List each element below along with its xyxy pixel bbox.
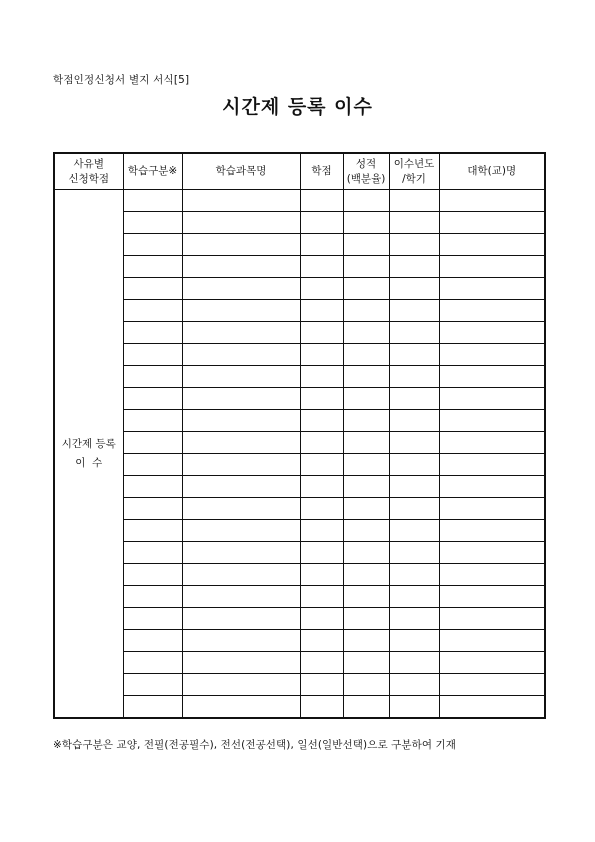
registration-table xyxy=(53,152,546,719)
school-name-cell[interactable] xyxy=(439,608,545,630)
completion-year-cell[interactable] xyxy=(389,190,439,212)
course-name-cell[interactable] xyxy=(182,586,300,608)
grade-cell[interactable] xyxy=(343,696,389,719)
credits-cell[interactable] xyxy=(300,234,343,256)
learning-type-cell[interactable] xyxy=(123,432,182,454)
learning-type-cell[interactable] xyxy=(123,410,182,432)
learning-type-cell[interactable] xyxy=(123,476,182,498)
course-name-cell[interactable] xyxy=(182,212,300,234)
completion-year-cell[interactable] xyxy=(389,520,439,542)
completion-year-cell[interactable] xyxy=(389,564,439,586)
header-category xyxy=(54,153,123,190)
school-name-cell[interactable] xyxy=(439,432,545,454)
table-row xyxy=(54,300,545,322)
grade-cell[interactable] xyxy=(343,322,389,344)
table-row xyxy=(54,432,545,454)
learning-type-cell[interactable] xyxy=(123,652,182,674)
completion-year-cell[interactable] xyxy=(389,322,439,344)
learning-type-cell[interactable] xyxy=(123,630,182,652)
course-name-cell[interactable] xyxy=(182,190,300,212)
credits-cell[interactable] xyxy=(300,366,343,388)
grade-cell[interactable] xyxy=(343,234,389,256)
grade-cell[interactable] xyxy=(343,564,389,586)
completion-year-cell[interactable] xyxy=(389,652,439,674)
grade-cell[interactable] xyxy=(343,498,389,520)
table-row xyxy=(54,608,545,630)
grade-cell[interactable] xyxy=(343,278,389,300)
course-name-cell[interactable] xyxy=(182,498,300,520)
completion-year-cell[interactable] xyxy=(389,256,439,278)
category-label-line2: 이 수 xyxy=(75,456,103,469)
grade-cell[interactable] xyxy=(343,454,389,476)
table-row xyxy=(54,410,545,432)
school-name-cell[interactable] xyxy=(439,476,545,498)
school-name-cell[interactable] xyxy=(439,410,545,432)
completion-year-cell[interactable] xyxy=(389,344,439,366)
header-credits: 학점 xyxy=(300,153,343,190)
table-row xyxy=(54,190,545,212)
grade-cell[interactable] xyxy=(343,586,389,608)
header-year-line2: /학기 xyxy=(402,172,426,185)
completion-year-cell[interactable] xyxy=(389,300,439,322)
school-name-cell[interactable] xyxy=(439,322,545,344)
credits-cell[interactable] xyxy=(300,476,343,498)
grade-cell[interactable] xyxy=(343,630,389,652)
grade-cell[interactable] xyxy=(343,344,389,366)
table-row xyxy=(54,586,545,608)
learning-type-cell[interactable] xyxy=(123,256,182,278)
completion-year-cell[interactable] xyxy=(389,696,439,719)
course-name-cell[interactable] xyxy=(182,410,300,432)
header-category-line2: 신청학점 xyxy=(68,172,110,185)
school-name-cell[interactable] xyxy=(439,190,545,212)
learning-type-cell[interactable] xyxy=(123,234,182,256)
table-row xyxy=(54,674,545,696)
table-row xyxy=(54,256,545,278)
course-name-cell[interactable] xyxy=(182,476,300,498)
grade-cell[interactable] xyxy=(343,388,389,410)
course-name-cell[interactable] xyxy=(182,564,300,586)
credits-cell[interactable] xyxy=(300,520,343,542)
credits-cell[interactable] xyxy=(300,190,343,212)
credits-cell[interactable] xyxy=(300,542,343,564)
grade-cell[interactable] xyxy=(343,212,389,234)
table-row xyxy=(54,454,545,476)
course-name-cell[interactable] xyxy=(182,630,300,652)
course-name-cell[interactable] xyxy=(182,366,300,388)
page-title: 시간제 등록 이수 xyxy=(222,96,373,118)
learning-type-cell[interactable] xyxy=(123,388,182,410)
header-school-name: 대학(교)명 xyxy=(439,153,545,190)
grade-cell[interactable] xyxy=(343,190,389,212)
course-name-cell[interactable] xyxy=(182,322,300,344)
school-name-cell[interactable] xyxy=(439,388,545,410)
course-name-cell[interactable] xyxy=(182,674,300,696)
credits-cell[interactable] xyxy=(300,388,343,410)
table-row xyxy=(54,652,545,674)
credits-cell[interactable] xyxy=(300,432,343,454)
credits-cell[interactable] xyxy=(300,630,343,652)
grade-cell[interactable] xyxy=(343,520,389,542)
credits-cell[interactable] xyxy=(300,696,343,719)
course-name-cell[interactable] xyxy=(182,608,300,630)
course-name-cell[interactable] xyxy=(182,388,300,410)
completion-year-cell[interactable] xyxy=(389,630,439,652)
footnote: ※학습구분은 교양, 전필(전공필수), 전선(전공선택), 일선(일반선택)으로 구분하여 기재 xyxy=(53,739,457,751)
course-name-cell[interactable] xyxy=(182,432,300,454)
course-name-cell[interactable] xyxy=(182,696,300,719)
header-year-line1: 이수년도 xyxy=(393,158,435,171)
completion-year-cell[interactable] xyxy=(389,608,439,630)
completion-year-cell[interactable] xyxy=(389,498,439,520)
header-grade xyxy=(343,153,389,190)
school-name-cell[interactable] xyxy=(439,542,545,564)
completion-year-cell[interactable] xyxy=(389,476,439,498)
table-row xyxy=(54,476,545,498)
school-name-cell[interactable] xyxy=(439,278,545,300)
credits-cell[interactable] xyxy=(300,674,343,696)
header-course-name: 학습과목명 xyxy=(182,153,300,190)
learning-type-cell[interactable] xyxy=(123,454,182,476)
course-name-cell[interactable] xyxy=(182,300,300,322)
credits-cell[interactable] xyxy=(300,564,343,586)
completion-year-cell[interactable] xyxy=(389,366,439,388)
grade-cell[interactable] xyxy=(343,476,389,498)
completion-year-cell[interactable] xyxy=(389,212,439,234)
completion-year-cell[interactable] xyxy=(389,454,439,476)
course-name-cell[interactable] xyxy=(182,256,300,278)
learning-type-cell[interactable] xyxy=(123,608,182,630)
table-row xyxy=(54,344,545,366)
course-name-cell[interactable] xyxy=(182,344,300,366)
table-row xyxy=(54,498,545,520)
credits-cell[interactable] xyxy=(300,410,343,432)
learning-type-cell[interactable] xyxy=(123,212,182,234)
learning-type-cell[interactable] xyxy=(123,586,182,608)
learning-type-cell[interactable] xyxy=(123,564,182,586)
header-grade-line1: 성적 xyxy=(355,158,377,171)
learning-type-cell[interactable] xyxy=(123,344,182,366)
course-name-cell[interactable] xyxy=(182,278,300,300)
header-learning-type: 학습구분※ xyxy=(123,153,182,190)
learning-type-cell[interactable] xyxy=(123,278,182,300)
learning-type-cell[interactable] xyxy=(123,520,182,542)
completion-year-cell[interactable] xyxy=(389,234,439,256)
credits-cell[interactable] xyxy=(300,278,343,300)
grade-cell[interactable] xyxy=(343,674,389,696)
header-category-line1: 사유별 xyxy=(73,158,104,171)
header-grade-line2: (백분율) xyxy=(346,172,386,185)
course-name-cell[interactable] xyxy=(182,454,300,476)
table-header-row xyxy=(54,153,545,190)
credits-cell[interactable] xyxy=(300,586,343,608)
school-name-cell[interactable] xyxy=(439,256,545,278)
table-row xyxy=(54,278,545,300)
course-name-cell[interactable] xyxy=(182,652,300,674)
credits-cell[interactable] xyxy=(300,256,343,278)
completion-year-cell[interactable] xyxy=(389,432,439,454)
table-row xyxy=(54,542,545,564)
grade-cell[interactable] xyxy=(343,652,389,674)
form-reference-label: 학점인정신청서 별지 서식[5] xyxy=(53,74,190,86)
credits-cell[interactable] xyxy=(300,212,343,234)
learning-type-cell[interactable] xyxy=(123,366,182,388)
grade-cell[interactable] xyxy=(343,256,389,278)
learning-type-cell[interactable] xyxy=(123,322,182,344)
credits-cell[interactable] xyxy=(300,498,343,520)
table-row xyxy=(54,564,545,586)
school-name-cell[interactable] xyxy=(439,454,545,476)
learning-type-cell[interactable] xyxy=(123,498,182,520)
table-row xyxy=(54,388,545,410)
completion-year-cell[interactable] xyxy=(389,410,439,432)
table-row xyxy=(54,212,545,234)
school-name-cell[interactable] xyxy=(439,586,545,608)
completion-year-cell[interactable] xyxy=(389,278,439,300)
table-row xyxy=(54,696,545,719)
table-row xyxy=(54,322,545,344)
table-body xyxy=(54,190,545,719)
course-name-cell[interactable] xyxy=(182,520,300,542)
school-name-cell[interactable] xyxy=(439,212,545,234)
grade-cell[interactable] xyxy=(343,410,389,432)
credits-cell[interactable] xyxy=(300,454,343,476)
learning-type-cell[interactable] xyxy=(123,696,182,719)
course-name-cell[interactable] xyxy=(182,234,300,256)
credits-cell[interactable] xyxy=(300,652,343,674)
credits-cell[interactable] xyxy=(300,300,343,322)
school-name-cell[interactable] xyxy=(439,234,545,256)
school-name-cell[interactable] xyxy=(439,696,545,719)
learning-type-cell[interactable] xyxy=(123,674,182,696)
completion-year-cell[interactable] xyxy=(389,388,439,410)
school-name-cell[interactable] xyxy=(439,630,545,652)
credits-cell[interactable] xyxy=(300,322,343,344)
learning-type-cell[interactable] xyxy=(123,190,182,212)
completion-year-cell[interactable] xyxy=(389,542,439,564)
completion-year-cell[interactable] xyxy=(389,586,439,608)
school-name-cell[interactable] xyxy=(439,652,545,674)
credits-cell[interactable] xyxy=(300,344,343,366)
completion-year-cell[interactable] xyxy=(389,674,439,696)
category-label-line1: 시간제 등록 xyxy=(61,438,116,451)
learning-type-cell[interactable] xyxy=(123,300,182,322)
grade-cell[interactable] xyxy=(343,366,389,388)
learning-type-cell[interactable] xyxy=(123,542,182,564)
grade-cell[interactable] xyxy=(343,300,389,322)
grade-cell[interactable] xyxy=(343,608,389,630)
header-completion-year xyxy=(389,153,439,190)
school-name-cell[interactable] xyxy=(439,520,545,542)
school-name-cell[interactable] xyxy=(439,366,545,388)
category-cell xyxy=(54,190,123,719)
table-row xyxy=(54,234,545,256)
table-row xyxy=(54,520,545,542)
school-name-cell[interactable] xyxy=(439,674,545,696)
grade-cell[interactable] xyxy=(343,432,389,454)
school-name-cell[interactable] xyxy=(439,344,545,366)
table-row xyxy=(54,366,545,388)
course-name-cell[interactable] xyxy=(182,542,300,564)
credits-cell[interactable] xyxy=(300,608,343,630)
school-name-cell[interactable] xyxy=(439,300,545,322)
grade-cell[interactable] xyxy=(343,542,389,564)
school-name-cell[interactable] xyxy=(439,564,545,586)
school-name-cell[interactable] xyxy=(439,498,545,520)
table-row xyxy=(54,630,545,652)
